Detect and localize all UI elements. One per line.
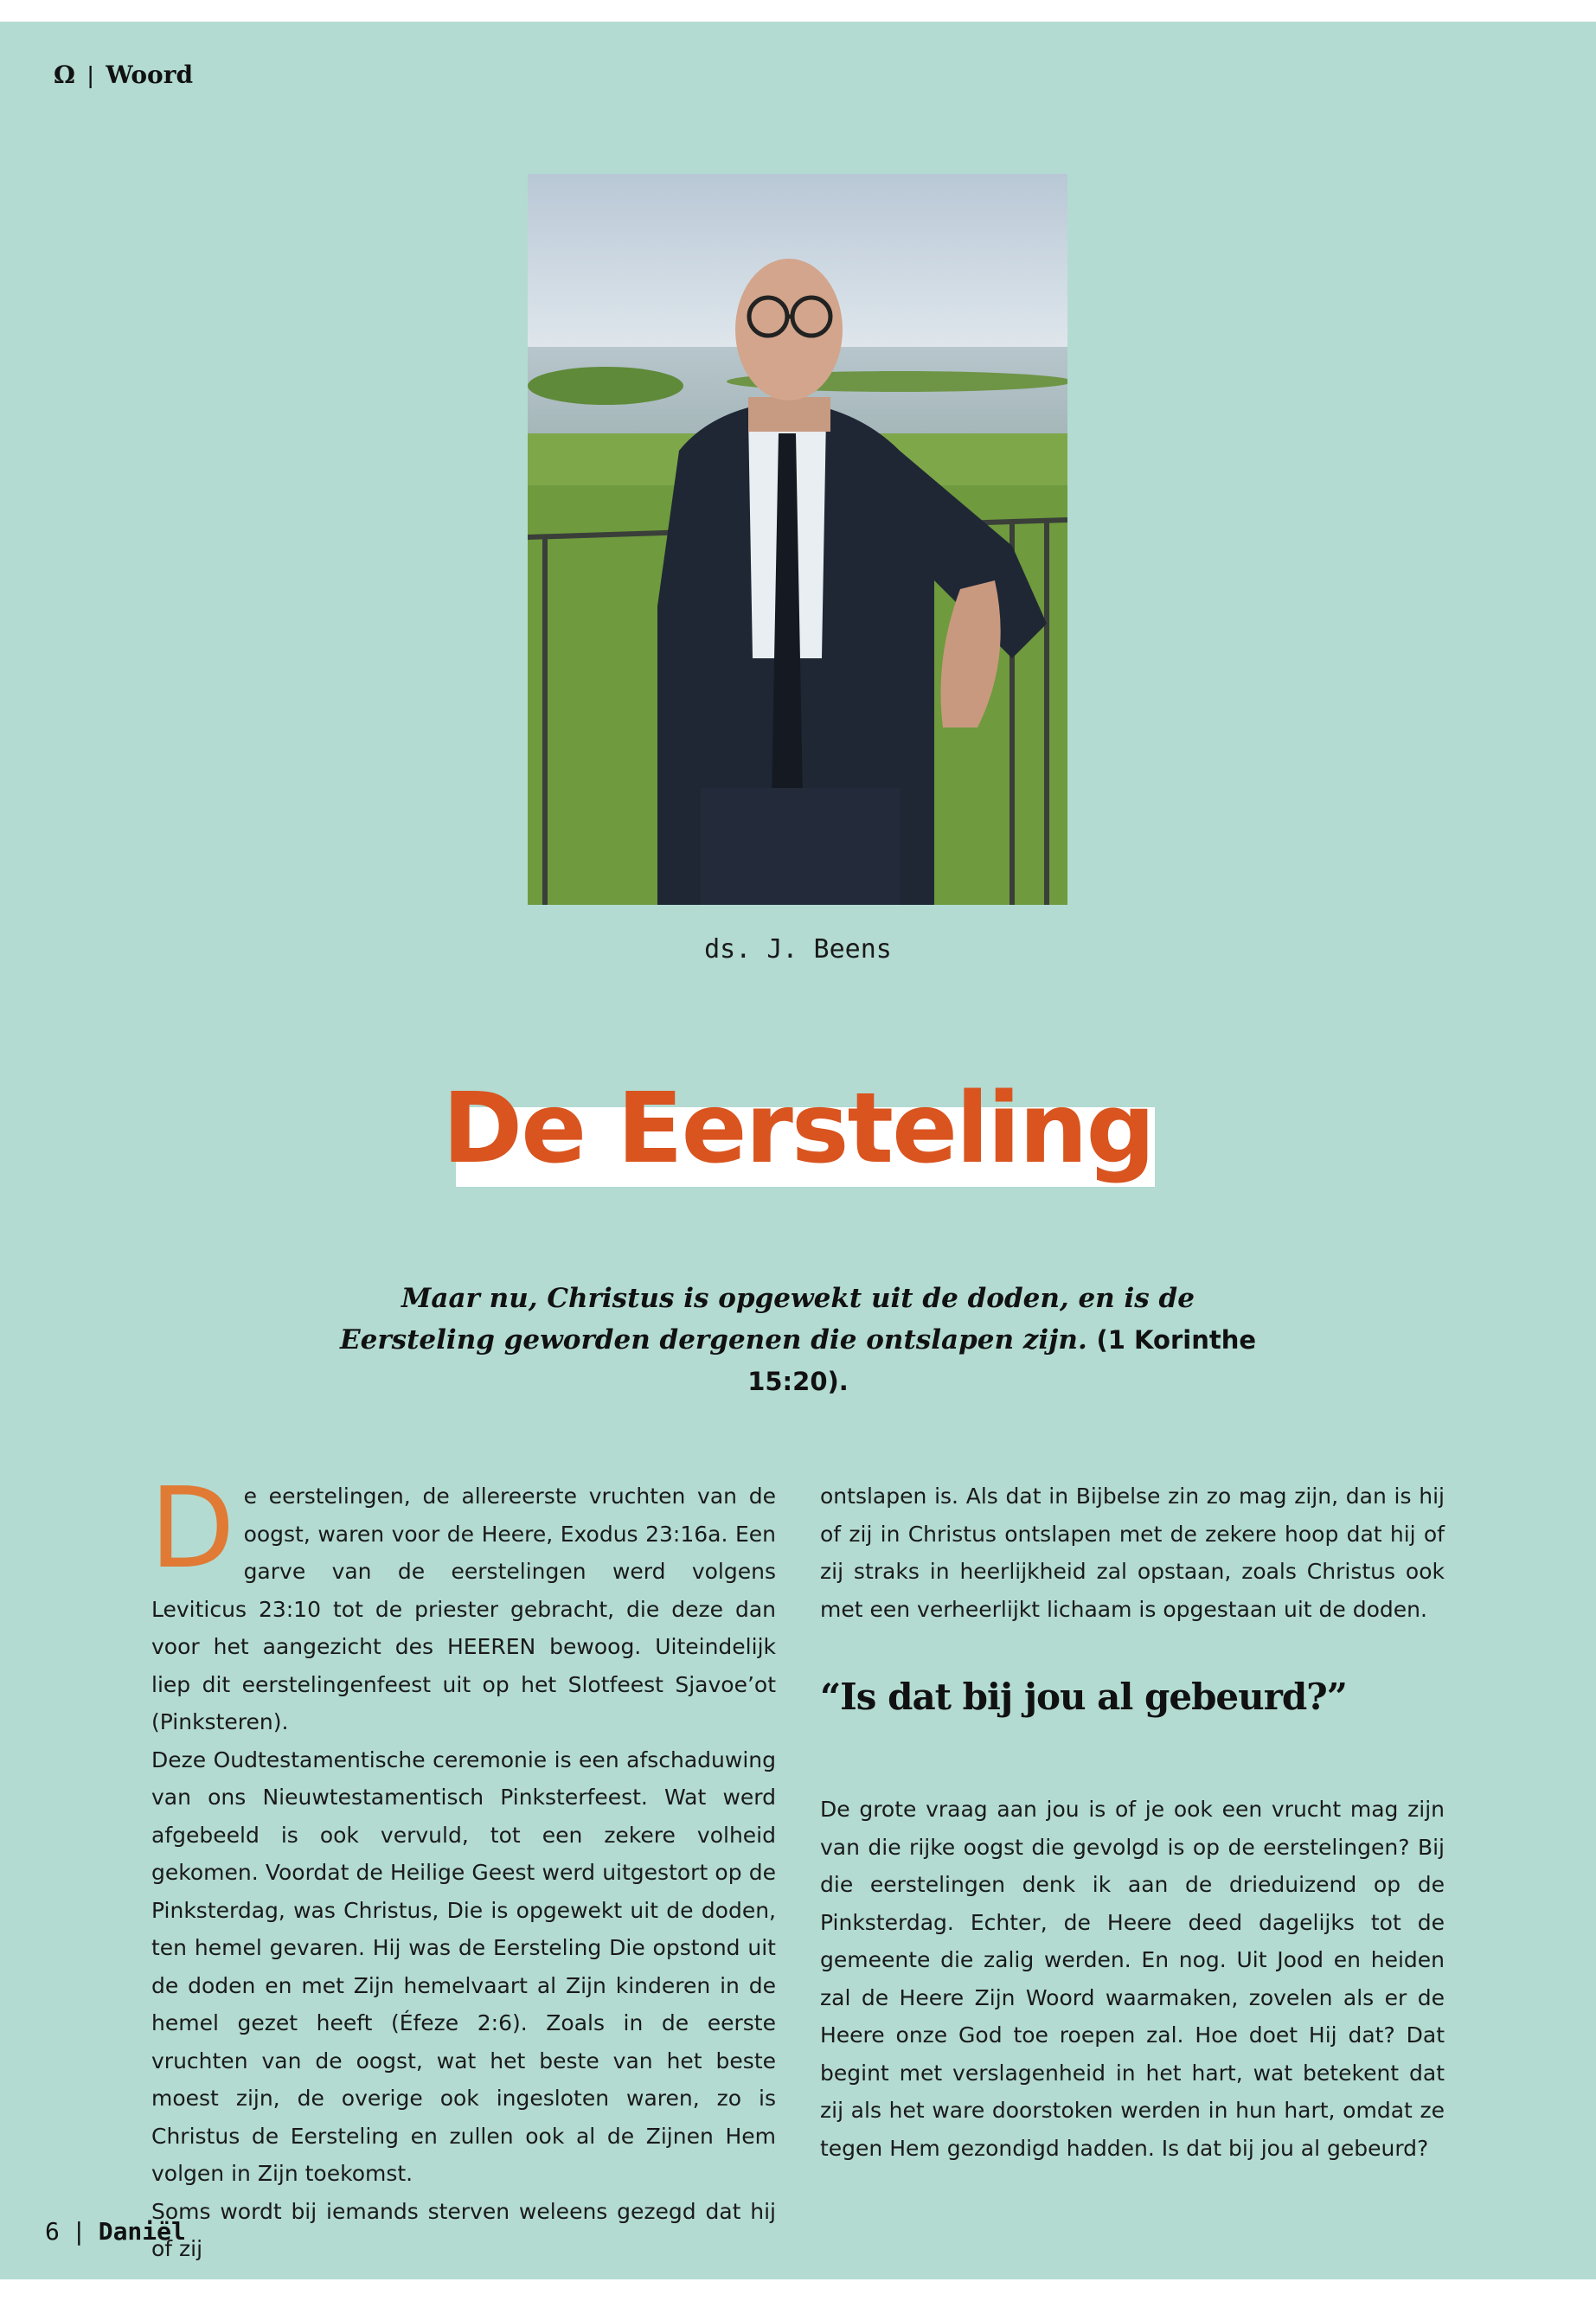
paragraph: Deze Oudtestamentische ceremonie is een afschaduwing van ons Nieuwtestamentisch Pinksterfeest. Wat werd afgebeeld is ook vervuld, tot een zekere volheid gekomen. Voordat de Heilige Geest werd uitgestort op de Pinksterdag, was Christus, Die is opgewekt uit de doden, ten hemel gevaren. Hij was de Eersteling Die opstond uit de doden en met Zijn hemelvaart al Zijn kinderen in de hemel gezet heeft (Éfeze 2:6). Zoals in de eerste vruchten van de oogst, wat het beste van het beste moest zijn, de overige ook ingesloten waren, zo is Christus de Eersteling en zullen ook al de Zijnen Hem volgen in Zijn toekomst. bbox=[151, 1747, 776, 2186]
magazine-page bbox=[0, 22, 1596, 2279]
paragraph: ontslapen is. Als dat in Bijbelse zin zo mag zijn, dan is hij of zij in Christus ontslapen met de zekere hoop dat hij of zij straks in heerlijkheid zal opstaan, zoals Christus ook met een verheerlijkt lichaam is opgestaan uit de doden. bbox=[820, 1484, 1445, 1622]
article-title: De Eersteling bbox=[442, 1073, 1154, 1185]
article-column-left bbox=[150, 1465, 776, 2268]
drop-cap: D bbox=[150, 1465, 235, 1593]
photo-caption: ds. J. Beens bbox=[704, 934, 892, 965]
header-separator: | bbox=[87, 61, 94, 88]
section-label: Woord bbox=[106, 61, 194, 89]
paragraph: De eerstelingen, de allereerste vruchten van de oogst, waren voor de Heere, Exodus 23:16a. Een garve van de eerstelingen werd volgens Leviticus 23:10 tot de priester gebracht, die deze dan voor het aangezicht des HEEREN bewoog. Uiteindelijk liep dit eerstelingenfeest uit op het Slotfeest Sjavoe’ot (Pinksteren). bbox=[150, 1465, 776, 1734]
subheading: “Is dat bij jou al gebeurd?” bbox=[820, 1676, 1347, 1718]
page-number: 6 bbox=[45, 2217, 60, 2246]
article-column-right bbox=[820, 1477, 1445, 2167]
portrait-photo bbox=[528, 174, 1067, 905]
omega-icon: Ω bbox=[54, 61, 75, 89]
paragraph: Soms wordt bij iemands sterven weleens gezegd dat hij of zij bbox=[151, 2198, 776, 2261]
page-footer bbox=[45, 2217, 186, 2246]
magazine-name: Daniël bbox=[98, 2217, 186, 2246]
paragraph: De grote vraag aan jou is of je ook een vrucht mag zijn van die rijke oogst die gevolgd is op de eerstelingen? Bij die eerstelingen denk ik aan de drieduizend op de Pinksterdag. Echter, de Heere deed dagelijks tot de gemeente die zalig werden. En nog. Uit Jood en heiden zal de Heere Zijn Woord waarmaken, zovelen als er de Heere onze God toe roepen zal. Hoe doet Hij dat? Dat begint met verslagenheid in het hart, wat betekent dat zij als het ware doorstoken werden in hun hart, omdat ze tegen Hem gezondigd hadden. Is dat bij jou al gebeurd? bbox=[820, 1797, 1445, 2161]
footer-separator: | bbox=[71, 2217, 87, 2246]
verse-text: Maar nu, Christus is opgewekt uit de doden, en is de Eersteling geworden dergenen die ontslapen zijn. bbox=[339, 1283, 1195, 1356]
opening-verse bbox=[329, 1278, 1267, 1402]
verse-reference: (1 Korinthe 15:20). bbox=[747, 1325, 1257, 1396]
section-header bbox=[54, 61, 193, 89]
